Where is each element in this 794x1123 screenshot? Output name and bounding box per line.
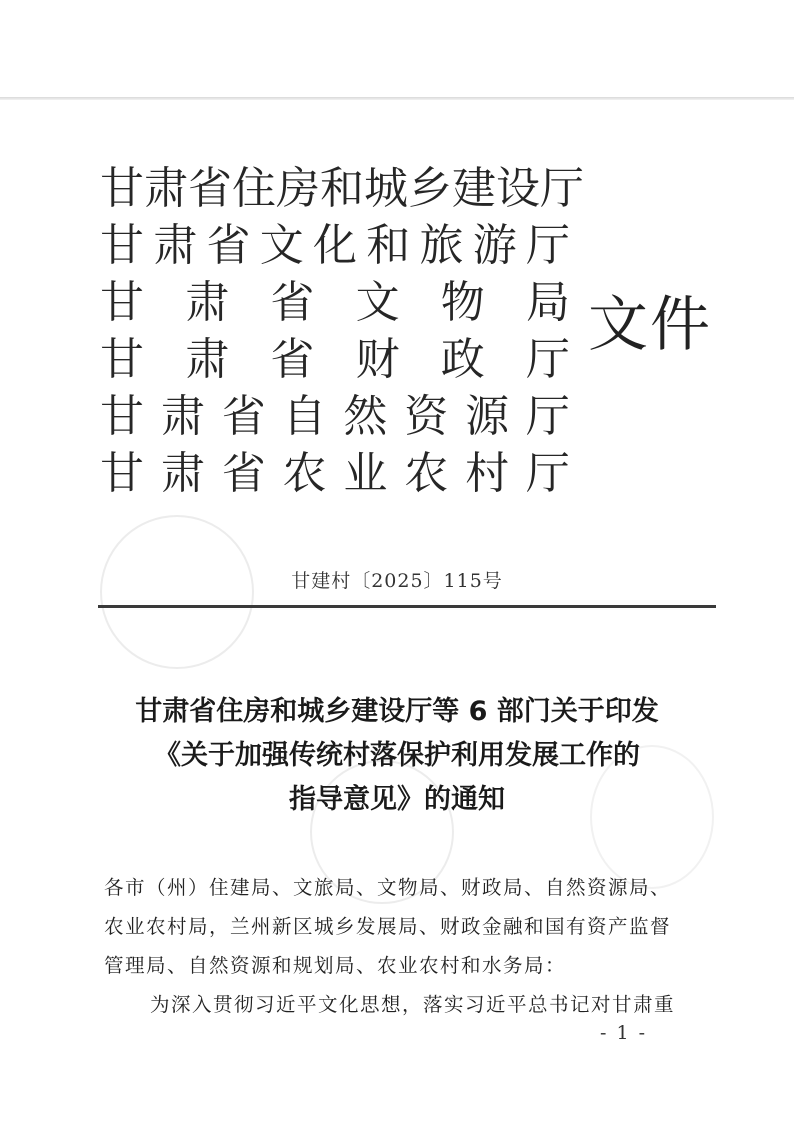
issuer-char: 省: [270, 334, 315, 385]
issuer-char: 甘: [100, 277, 144, 328]
title-line: 《关于加强传统村落保护利用发展工作的: [154, 740, 640, 771]
title-line: 指导意见》的通知: [289, 784, 505, 815]
issuer-char: 旅: [419, 220, 464, 271]
scan-edge: [0, 97, 794, 100]
issuer-char: 文: [259, 220, 304, 271]
issuer-char: 农: [404, 448, 449, 499]
issuer-char: 建: [452, 163, 496, 214]
issuer-char: 业: [343, 448, 388, 499]
issuer-char: 局: [525, 277, 570, 328]
issuer-char: 甘: [100, 334, 144, 385]
issuer-char: 肃: [160, 448, 205, 499]
issuer-char: 厅: [525, 391, 570, 442]
issuer-char: 和: [320, 163, 364, 214]
issuer-char: 省: [221, 448, 266, 499]
issuer-char: 物: [440, 277, 485, 328]
issuer-char: 和: [366, 220, 411, 271]
issuer-char: 肃: [185, 334, 230, 385]
issuer-char: 厅: [525, 448, 570, 499]
issuer-char: 游: [472, 220, 517, 271]
issuer-char: 厅: [525, 334, 570, 385]
document-label: 文件: [588, 290, 712, 360]
issuer-char: 省: [221, 391, 266, 442]
issuer-line: [100, 217, 570, 274]
issuer-char: 化: [313, 220, 357, 271]
body-line: 管理局、自然资源和规划局、农业农村和水务局：: [104, 954, 567, 977]
issuer-char: 甘: [100, 448, 144, 499]
issuer-char: 肃: [160, 391, 205, 442]
issuer-char: 甘: [100, 391, 144, 442]
title-line: 甘肃省住房和城乡建设厅等 6 部门关于印发: [135, 696, 659, 727]
issuer-char: 省: [206, 220, 251, 271]
issuer-char: 乡: [408, 163, 452, 214]
issuer-block: [100, 160, 584, 502]
issuer-char: 村: [465, 448, 510, 499]
issuer-line: [100, 274, 570, 331]
issuer-char: 文: [355, 277, 400, 328]
issuer-char: 源: [465, 391, 510, 442]
issuer-char: 设: [496, 163, 540, 214]
page-number: - 1 -: [600, 1022, 648, 1044]
issuer-char: 房: [276, 163, 320, 214]
issuer-char: 厅: [540, 163, 584, 214]
document-number: 甘建村〔2025〕115号: [291, 570, 503, 592]
issuer-char: 甘: [100, 220, 144, 271]
issuer-line: [100, 445, 570, 502]
issuer-char: 财: [355, 334, 400, 385]
issuer-char: 自: [282, 391, 327, 442]
body-line: 为深入贯彻习近平文化思想，落实习近平总书记对甘肃重: [150, 993, 676, 1016]
document-title: [80, 690, 714, 822]
issuer-char: 厅: [526, 220, 570, 271]
issuer-char: 省: [270, 277, 315, 328]
issuer-char: 住: [232, 163, 276, 214]
issuer-char: 资: [404, 391, 449, 442]
issuer-char: 然: [343, 391, 388, 442]
issuer-char: 省: [188, 163, 232, 214]
issuer-line: [100, 388, 570, 445]
body-line: 各市（州）住建局、文旅局、文物局、财政局、自然资源局、: [104, 876, 672, 899]
issuer-line: [100, 160, 584, 217]
issuer-char: 农: [282, 448, 327, 499]
header-divider: [98, 605, 716, 608]
issuer-char: 城: [364, 163, 408, 214]
issuer-line: [100, 331, 570, 388]
issuer-char: 肃: [185, 277, 230, 328]
body-line: 农业农村局，兰州新区城乡发展局、财政金融和国有资产监督: [104, 915, 672, 938]
issuer-char: 肃: [144, 163, 188, 214]
issuer-char: 政: [440, 334, 485, 385]
document-body: [104, 868, 704, 1024]
issuer-char: 肃: [153, 220, 198, 271]
issuer-char: 甘: [100, 163, 144, 214]
